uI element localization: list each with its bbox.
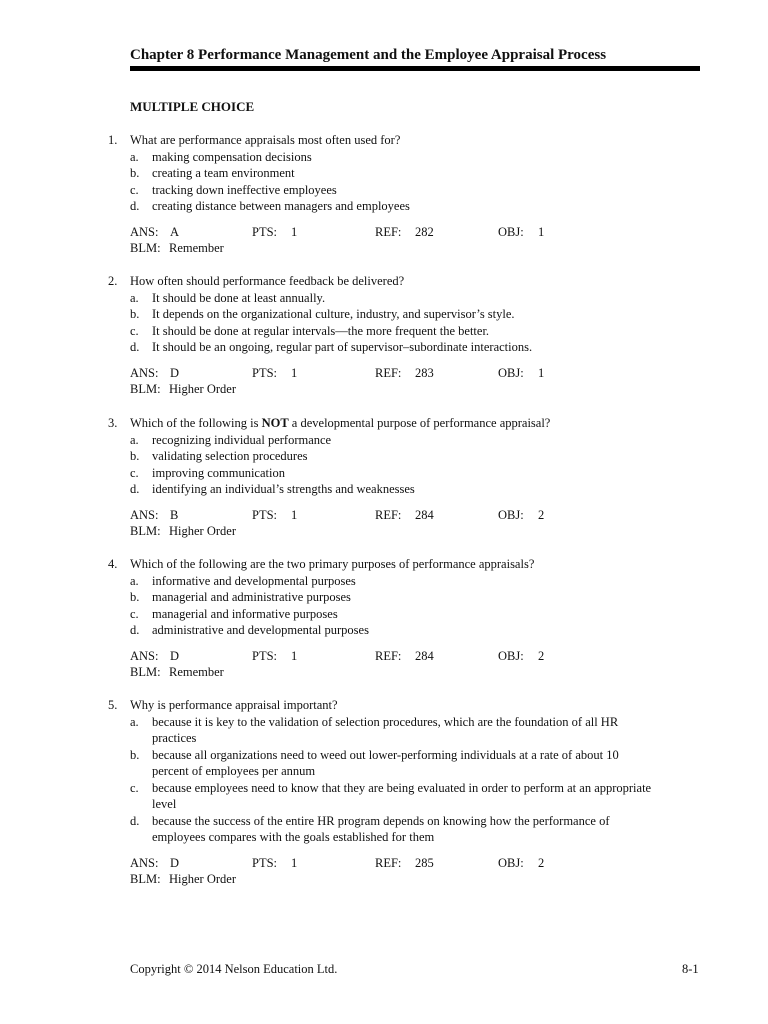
option-text: recognizing individual performance [152,432,332,447]
option-text: creating a team environment [152,166,295,180]
question-text-start: How often should performance feedback be delivered? [130,274,405,288]
answer-option [0,198,768,215]
blm-value: Remember [169,665,224,679]
chapter-title: Chapter 8 Performance Management and the Employee Appraisal Process [130,47,607,63]
option-text: administrative and developmental purposes [152,623,369,637]
answer-option [0,606,768,623]
answer-option [0,813,768,846]
blm-label: BLM: [130,524,161,538]
question-item [0,556,768,681]
option-text: informative and developmental purposes [152,573,356,588]
obj-value: 2 [538,507,545,522]
answer-option [0,714,768,747]
pts-label: PTS: [252,507,278,522]
pts-label: PTS: [252,224,278,239]
pts-value: 1 [291,224,298,239]
ref-label: REF: [375,507,402,522]
option-text: It should be done at regular intervals—the more frequent the better. [152,323,490,338]
pts-label: PTS: [252,855,278,870]
option-letter: d. [130,199,140,213]
blm-metadata [0,664,768,681]
answer-metadata [0,365,768,382]
option-letter: a. [130,149,139,164]
ref-value: 284 [415,507,434,522]
option-letter: d. [130,813,140,828]
blm-value: Remember [169,241,224,255]
ref-value: 282 [415,224,434,239]
obj-value: 2 [538,855,545,870]
answer-option [0,622,768,639]
ans-label: ANS: [130,648,159,663]
ans-value: D [170,855,180,870]
question-stem [0,697,768,714]
question-number: 4. [108,557,118,571]
ans-label: ANS: [130,855,159,870]
answer-option [0,448,768,465]
question-number: 5. [108,698,118,712]
option-text: creating distance between managers and employees [152,199,410,213]
question-number: 2. [108,274,118,288]
pts-value: 1 [291,365,298,380]
ref-label: REF: [375,648,402,663]
answer-option [0,465,768,482]
question-stem [0,415,768,432]
obj-label: OBJ: [498,365,524,380]
option-text: identifying an individual’s strengths and weaknesses [152,482,415,496]
obj-value: 2 [538,648,545,663]
page-number: 8-1 [682,962,699,976]
ans-label: ANS: [130,365,159,380]
question-text [130,556,700,573]
option-letter: d. [130,482,140,496]
blm-value: Higher Order [169,382,236,396]
question-text-emphasis: NOT [261,416,289,430]
blm-value: Higher Order [169,524,236,538]
answer-metadata [0,648,768,665]
answer-option [0,589,768,606]
answer-metadata [0,855,768,872]
answer-option [0,182,768,199]
blm-label: BLM: [130,382,161,396]
answer-option [0,780,768,813]
ans-label: ANS: [130,224,159,239]
option-letter: c. [130,606,139,621]
option-text: because the success of the entire HR program depends on knowing how the performance of employees compares with the goals established for them [152,813,610,844]
option-text: It should be done at least annually. [152,290,326,305]
answer-option [0,306,768,323]
question-text-end: a developmental purpose of performance appraisal? [288,416,551,430]
option-letter: d. [130,623,140,637]
answer-option [0,432,768,449]
ref-value: 285 [415,855,434,870]
question-text-start: Why is performance appraisal important? [130,698,338,712]
ans-value: B [170,507,179,522]
question-number: 3. [108,416,118,430]
answer-metadata [0,507,768,524]
obj-value: 1 [538,365,545,380]
ref-label: REF: [375,855,402,870]
question-text-start: What are performance appraisals most often used for? [130,133,401,147]
pts-value: 1 [291,507,298,522]
option-letter: c. [130,182,139,197]
obj-label: OBJ: [498,507,524,522]
ref-value: 284 [415,648,434,663]
ref-label: REF: [375,365,402,380]
option-letter: a. [130,573,139,588]
option-letter: c. [130,780,139,795]
ref-label: REF: [375,224,402,239]
question-text [130,273,700,290]
header-rule [130,66,700,71]
option-text: because all organizations need to weed out lower-performing individuals at a rate of about 10 percent of employees per annum [152,747,619,778]
chapter-header [130,46,700,65]
answer-option [0,481,768,498]
ref-value: 283 [415,365,434,380]
blm-metadata [0,240,768,257]
option-letter: b. [130,449,140,463]
copyright-notice: Copyright © 2014 Nelson Education Ltd. [130,962,338,976]
option-letter: b. [130,590,140,604]
ans-value: D [170,365,180,380]
option-letter: a. [130,290,139,305]
ans-label: ANS: [130,507,159,522]
option-letter: d. [130,340,140,354]
pts-label: PTS: [252,648,278,663]
question-stem [0,132,768,149]
option-letter: a. [130,714,139,729]
option-text: improving communication [152,465,285,480]
ans-value: D [170,648,180,663]
answer-option [0,149,768,166]
obj-label: OBJ: [498,855,524,870]
pts-value: 1 [291,648,298,663]
option-text: validating selection procedures [152,449,308,463]
option-text: managerial and administrative purposes [152,590,351,604]
answer-option [0,165,768,182]
question-stem [0,273,768,290]
question-text [130,697,700,714]
option-text: managerial and informative purposes [152,606,338,621]
answer-option [0,573,768,590]
blm-label: BLM: [130,872,161,886]
option-text: It depends on the organizational culture, industry, and supervisor’s style. [152,307,515,321]
question-number: 1. [108,133,118,147]
pts-value: 1 [291,855,298,870]
obj-label: OBJ: [498,224,524,239]
option-letter: c. [130,323,139,338]
option-letter: b. [130,166,140,180]
question-text [130,132,700,149]
question-item [0,697,768,888]
pts-label: PTS: [252,365,278,380]
answer-metadata [0,224,768,241]
option-text: because employees need to know that they are being evaluated in order to perform at an appropriate level [152,780,652,811]
option-text: because it is key to the validation of selection procedures, which are the foundation of all HR practices [152,714,619,745]
option-letter: c. [130,465,139,480]
option-text: It should be an ongoing, regular part of supervisor–subordinate interactions. [152,340,533,354]
question-stem [0,556,768,573]
answer-option [0,747,768,780]
question-text-start: Which of the following is [130,416,262,430]
ans-value: A [170,224,180,239]
option-letter: a. [130,432,139,447]
blm-metadata [0,381,768,398]
blm-metadata [0,523,768,540]
question-text [130,415,700,432]
option-text: tracking down ineffective employees [152,182,337,197]
question-item [0,273,768,398]
blm-label: BLM: [130,665,161,679]
blm-label: BLM: [130,241,161,255]
question-item [0,415,768,540]
obj-label: OBJ: [498,648,524,663]
option-letter: b. [130,747,140,762]
obj-value: 1 [538,224,545,239]
question-item [0,132,768,257]
blm-value: Higher Order [169,872,236,886]
section-title: MULTIPLE CHOICE [130,99,255,114]
answer-option [0,290,768,307]
blm-metadata [0,871,768,888]
answer-option [0,323,768,340]
option-text: making compensation decisions [152,149,312,164]
answer-option [0,339,768,356]
option-letter: b. [130,307,140,321]
question-text-start: Which of the following are the two primary purposes of performance appraisals? [130,557,535,571]
